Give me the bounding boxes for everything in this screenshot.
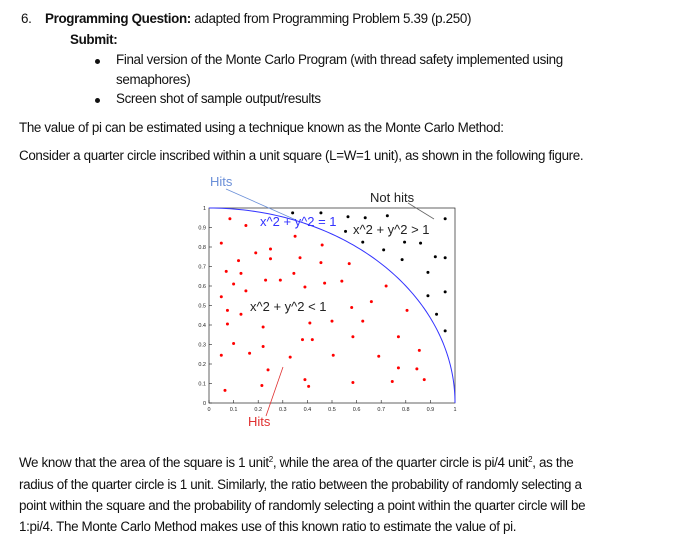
hit-point — [391, 380, 394, 383]
x-tick-label: 0.7 — [377, 407, 386, 413]
not-hit-point — [344, 230, 347, 233]
explanation-line-2: radius of the quarter circle is 1 unit. Similarly, the ratio between the probability of randomly selecting a — [19, 477, 582, 492]
superscript: 2 — [528, 455, 533, 464]
hit-point — [269, 257, 272, 260]
explanation-text: , as the — [532, 455, 574, 470]
hit-point — [361, 320, 364, 323]
bullet-icon — [95, 59, 100, 64]
not-hit-point — [386, 214, 389, 217]
intro-line-2: Consider a quarter circle inscribed within a unit square (L=W=1 unit), as shown in the following figure. — [19, 148, 584, 163]
explanation-line-3: point within the square and the probability of randomly selecting a point within the quarter circle will be — [19, 498, 586, 513]
not-hit-point — [401, 258, 404, 261]
hits-top-label: Hits — [210, 174, 233, 189]
not-hit-point — [426, 271, 429, 274]
y-tick-label: 1 — [202, 206, 206, 212]
hit-point — [244, 289, 247, 292]
hit-point — [351, 335, 354, 338]
y-tick-label: 0.8 — [198, 245, 206, 251]
not-hit-point — [382, 248, 385, 251]
y-tick-label: 0.5 — [198, 303, 206, 310]
not-hit-point — [435, 313, 438, 316]
hit-point — [332, 354, 335, 357]
explanation-text: We know that the area of the square is 1 unit — [19, 455, 269, 470]
hit-point — [397, 366, 400, 369]
hit-point — [423, 378, 426, 381]
explanation-line-4: 1:pi/4. The Monte Carlo Method makes use of this known ratio to estimate the value of pi. — [19, 519, 517, 534]
hit-point — [239, 272, 242, 275]
hit-point — [262, 325, 265, 328]
superscript: 2 — [268, 455, 273, 464]
hit-point — [377, 355, 380, 358]
hit-point — [350, 306, 353, 309]
hit-point — [303, 378, 306, 381]
not-hit-point — [346, 215, 349, 218]
hit-point — [220, 242, 223, 245]
bullet-item-2: Screen shot of sample output/results — [116, 91, 321, 106]
question-heading — [45, 11, 471, 26]
y-tick-label: 0.1 — [198, 381, 206, 388]
question-number: 6. — [21, 11, 32, 26]
hit-point — [301, 338, 304, 341]
hit-point — [279, 279, 282, 282]
not-hit-point — [434, 255, 437, 258]
hit-point — [223, 389, 226, 392]
hit-point — [321, 244, 324, 247]
intro-line-1: The value of pi can be estimated using a technique known as the Monte Carlo Method: — [19, 120, 504, 135]
not-hit-point — [419, 242, 422, 245]
hit-point — [303, 285, 306, 288]
hit-point — [397, 335, 400, 338]
y-tick-label: 0 — [202, 401, 206, 407]
explanation-line-1 — [19, 455, 573, 470]
x-tick-label: 0.1 — [229, 407, 238, 413]
hit-point — [269, 247, 272, 250]
hit-point — [248, 352, 251, 355]
x-tick-label: 0 — [207, 407, 211, 413]
hits-bottom-label: Hits — [248, 414, 271, 429]
hit-point — [239, 313, 242, 316]
x-tick-label: 0.6 — [352, 407, 361, 413]
y-tick-label: 0.9 — [198, 225, 206, 232]
hit-point — [292, 272, 295, 275]
hit-point — [406, 309, 409, 312]
hit-point — [232, 342, 235, 345]
hit-point — [418, 349, 421, 352]
not-hit-point — [403, 241, 406, 244]
submit-label: Submit: — [70, 32, 118, 47]
hit-point — [220, 354, 223, 357]
x-tick-label: 1 — [453, 407, 457, 413]
hit-point — [370, 300, 373, 303]
hit-point — [262, 345, 265, 348]
hit-point — [228, 217, 231, 220]
hit-point — [351, 381, 354, 384]
not-hit-point — [444, 290, 447, 293]
y-tick-label: 0.3 — [198, 342, 206, 349]
hit-point — [226, 309, 229, 312]
question-subtitle: adapted from Programming Problem 5.39 (p.250) — [194, 11, 472, 26]
monte-carlo-figure — [190, 170, 470, 432]
hit-point — [348, 262, 351, 265]
hit-point — [311, 338, 314, 341]
hit-point — [331, 320, 334, 323]
hit-point — [225, 270, 228, 273]
bullet-icon — [95, 98, 100, 103]
not-hit-point — [444, 256, 447, 259]
hit-point — [308, 322, 311, 325]
not-hit-point — [444, 329, 447, 332]
hit-point — [254, 251, 257, 254]
hit-point — [307, 385, 310, 388]
y-tick-label: 0.7 — [198, 264, 206, 271]
x-tick-label: 0.2 — [254, 407, 263, 413]
x-tick-label: 0.8 — [401, 407, 410, 413]
question-title: Programming Question: — [45, 11, 191, 26]
not-hit-point — [444, 217, 447, 220]
y-tick-label: 0.2 — [198, 362, 206, 368]
x-tick-label: 0.5 — [328, 407, 336, 413]
curve-label: x^2 + y^2 = 1 — [260, 214, 337, 229]
hit-point — [415, 367, 418, 370]
hit-point — [289, 356, 292, 359]
bullet-item-1: Final version of the Monte Carlo Program (with thread safety implemented using — [116, 52, 563, 67]
hit-point — [264, 279, 267, 282]
x-tick-label: 0.4 — [303, 407, 312, 413]
hit-point — [340, 280, 343, 283]
not-hits-label: Not hits — [370, 190, 415, 205]
outside-label: x^2 + y^2 > 1 — [353, 222, 430, 237]
hit-point — [267, 368, 270, 371]
x-tick-label: 0.9 — [426, 407, 435, 413]
bullet-item-1-cont: semaphores) — [116, 72, 191, 87]
hit-point — [226, 323, 229, 326]
hit-point — [319, 261, 322, 264]
hit-point — [220, 295, 223, 298]
hit-point — [323, 282, 326, 285]
plot-area — [209, 208, 455, 403]
not-hit-point — [426, 294, 429, 297]
x-tick-label: 0.3 — [278, 407, 287, 413]
hit-point — [232, 283, 235, 286]
y-tick-label: 0.4 — [198, 323, 206, 329]
y-tick-label: 0.6 — [198, 284, 206, 290]
hit-point — [260, 384, 263, 387]
hit-point — [294, 235, 297, 238]
not-hit-point — [364, 216, 367, 219]
hit-point — [299, 256, 302, 259]
not-hit-point — [361, 241, 364, 244]
hit-point — [244, 224, 247, 227]
explanation-text: , while the area of the quarter circle is pi/4 unit — [272, 455, 529, 470]
hit-point — [237, 259, 240, 262]
inside-label: x^2 + y^2 < 1 — [250, 299, 327, 314]
hit-point — [385, 285, 388, 288]
